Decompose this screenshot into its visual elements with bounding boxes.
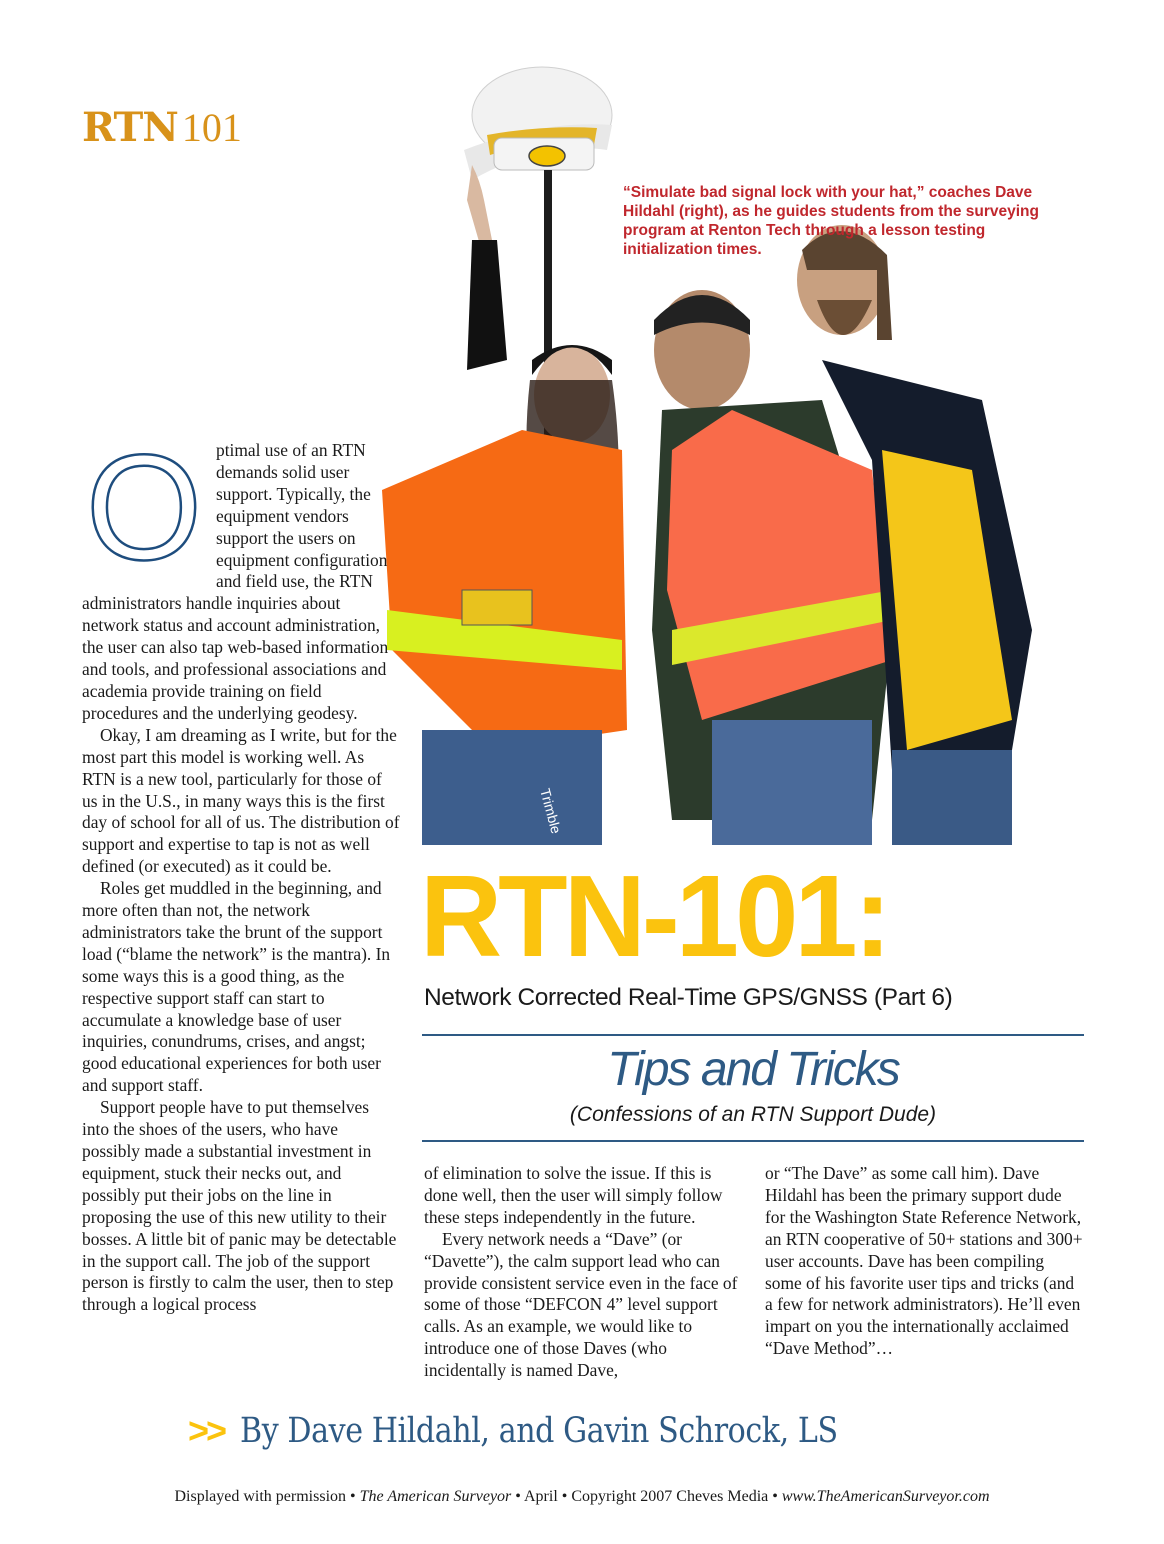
footer-magazine: The American Surveyor [359, 1488, 512, 1505]
paragraph: Support people have to put themselves into the shoes of the users, who have possibly made a substantial investment in equipment, stuck their necks out, and possibly put their jobs on the line in proposing the use of this new utility to their bosses. A little bit of panic may be detectable in the support call. The job of the support person is firstly to calm the user, then to step through a logical process [82, 1097, 397, 1315]
article-column-1 [82, 423, 400, 1316]
paragraph: Okay, I am dreaming as I write, but for the most part this model is working well. As RTN is a new tool, particularly for those of us in the U.S., in many ways this is the first day of school for all of us. The distribution of support and expertise to tap is not as well defined (or executed) as it could be. [82, 724, 400, 877]
person-left [382, 240, 627, 845]
feature-tagline: (Confessions of an RTN Support Dude) [569, 1103, 937, 1126]
paragraph: or “The Dave” as some call him). Dave Hildahl has been the primary support dude for the Washington State Reference Network, an RTN cooperative of 50+ stations and 300+ user accounts. Dave has been compiling some of his favorite user tips and tricks (and a few for network administrators). He’ll even impart on you the internationally acclaimed “Dave Method”… [765, 1163, 1083, 1359]
pole-label: Trimble [537, 786, 565, 836]
paragraph: ptimal use of an RTN demands solid user support. Typically, the equipment vendors support the users on equipment configuration and field use, the RTN administrators handle inquiries about network status and account administration, the user can also tap web-based information and tools, and professional associations and academia provide training on field procedures and the underlying geodesy. [82, 440, 389, 723]
section-tag-bold: RTN [82, 104, 178, 151]
feature-title: Tips and Tricks [607, 1043, 899, 1096]
section-tag-light: 101 [181, 105, 242, 150]
article-column-2 [424, 1163, 744, 1382]
divider-bottom [422, 1140, 1084, 1142]
footer-copyright: • April • Copyright 2007 Cheves Media • [511, 1488, 782, 1505]
double-chevron-icon: >> [188, 1410, 225, 1451]
byline-authors: By Dave Hildahl, and Gavin Schrock, LS [240, 1411, 838, 1451]
paragraph: of elimination to solve the issue. If this is done well, then the user will simply follow these steps independently in the future. [424, 1163, 723, 1227]
photo-caption: “Simulate bad signal lock with your hat,” coaches Dave Hildahl (right), as he guides students from the surveying program at Renton Tech through a lesson testing initialization times. [623, 184, 1039, 258]
hard-hat-receiver [464, 67, 612, 245]
divider-top [422, 1034, 1084, 1036]
page-footer [0, 1488, 1164, 1506]
main-title: RTN-101: [420, 851, 888, 981]
subtitle: Network Corrected Real-Time GPS/GNSS (Part 6) [424, 984, 953, 1011]
article-photo [372, 30, 1092, 845]
paragraph: Every network needs a “Dave” (or “Davette”), the calm support lead who can provide consistent service even in the face of some of those “DEFCON 4” level support calls. As an example, we would like to introduce one of those Daves (who incidentally is named Dave, [424, 1228, 738, 1381]
article-column-3 [765, 1163, 1085, 1360]
footer-url: www.TheAmericanSurveyor.com [781, 1488, 990, 1505]
section-tag [82, 104, 242, 151]
footer-permission: Displayed with permission • [174, 1488, 360, 1505]
byline [188, 1410, 935, 1452]
drop-cap: O [85, 423, 203, 591]
paragraph: Roles get muddled in the beginning, and more often than not, the network administrators take the brunt of the support load (“blame the network” is the mantra). In some ways this is a good thing, as the respective support staff can start to accumulate a knowledge base of user inquiries, conundrums, crises, and angst; good educational experiences for both user and support staff. [82, 878, 391, 1096]
